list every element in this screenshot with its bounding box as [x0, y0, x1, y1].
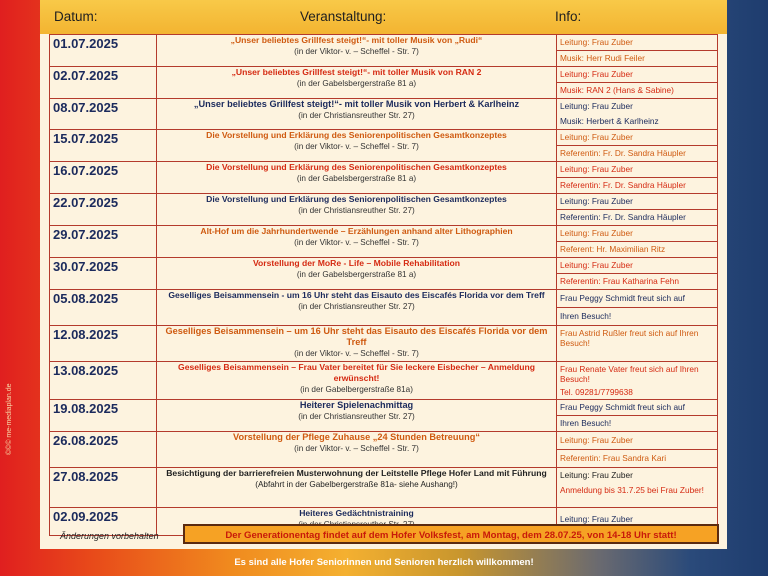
event-cell [157, 99, 557, 130]
event-cell [157, 290, 557, 326]
event-location: (Abfahrt in der Gabelbergerstraße 81a- siehe Aushang!) [255, 480, 458, 489]
info-line: Referent: Hr. Maximilian Ritz [560, 244, 666, 254]
info-cell [557, 326, 718, 362]
event-date: 01.07.2025 [50, 35, 157, 67]
event-cell [157, 194, 557, 226]
info-line: Ihren Besuch! [560, 418, 612, 428]
event-title: Die Vorstellung und Erklärung des Seniorenpolitischen Gesamtkonzeptes [206, 194, 507, 204]
event-title: Geselliges Beisammensein - um 16 Uhr steht das Eisauto des Eiscafés Florida vor dem Treff [168, 290, 545, 300]
info-line: Frau Peggy Schmidt freut sich auf [557, 400, 717, 416]
event-cell [157, 468, 557, 508]
info-cell [557, 468, 718, 508]
event-date: 12.08.2025 [50, 326, 157, 362]
info-cell [557, 99, 718, 130]
event-date: 08.07.2025 [50, 99, 157, 130]
event-cell [157, 162, 557, 194]
event-cell [157, 258, 557, 290]
info-line: Referentin: Fr. Dr. Sandra Häupler [560, 212, 686, 222]
info-line: Referentin: Frau Sandra Kari [560, 453, 667, 463]
event-location: (in der Christiansreuther Str. 27) [298, 111, 415, 120]
event-date: 26.08.2025 [50, 432, 157, 468]
event-cell [157, 35, 557, 67]
event-title: Vorstellung der Pflege Zuhause „24 Stunden Betreuung“ [233, 432, 480, 442]
table-row [50, 162, 718, 194]
info-line: Leitung: Frau Zuber [557, 67, 717, 83]
event-date: 05.08.2025 [50, 290, 157, 326]
event-title: Heiteres Gedächtnistraining [299, 508, 414, 518]
table-row [50, 35, 718, 67]
event-date: 30.07.2025 [50, 258, 157, 290]
header-event: Veranstaltung: [300, 9, 387, 24]
table-row [50, 468, 718, 508]
event-date: 02.07.2025 [50, 67, 157, 99]
event-title: Besichtigung der barrierefreien Musterwohnung der Leitstelle Pflege Hofer Land mit Führung [166, 468, 547, 478]
event-date: 16.07.2025 [50, 162, 157, 194]
info-line: Frau Astrid Rußler freut sich auf Ihren Besuch! [560, 328, 699, 348]
info-line: Musik: RAN 2 (Hans & Sabine) [560, 85, 674, 95]
table-row [50, 362, 718, 400]
info-cell [557, 258, 718, 290]
event-location: (in der Viktor- v. – Scheffel - Str. 7) [294, 142, 419, 151]
info-cell [557, 400, 718, 432]
event-title: Vorstellung der MoRe - Life – Mobile Rehabilitation [252, 258, 461, 268]
info-line: Tel. 09281/7799638 [560, 387, 633, 397]
info-cell [557, 194, 718, 226]
info-cell [557, 290, 718, 326]
event-location: (in der Viktor- v. – Scheffel - Str. 7) [294, 238, 419, 247]
event-cell [157, 400, 557, 432]
event-location: (in der Christiansreuther Str. 27) [298, 206, 415, 215]
table-row [50, 432, 718, 468]
event-date: 29.07.2025 [50, 226, 157, 258]
event-date: 19.08.2025 [50, 400, 157, 432]
event-location: (in der Christiansreuther Str. 27) [298, 302, 415, 311]
table-row [50, 326, 718, 362]
info-cell [557, 130, 718, 162]
event-date: 13.08.2025 [50, 362, 157, 400]
event-title: Geselliges Beisammensein – Frau Vater bereitet für Sie leckere Eisbecher – Anmeldung erwünscht! [178, 362, 535, 383]
table-row [50, 290, 718, 326]
event-cell [157, 130, 557, 162]
event-cell [157, 362, 557, 400]
info-line: Musik: Herbert & Karlheinz [560, 116, 659, 126]
event-title: Heiterer Spielenachmittag [299, 400, 414, 410]
event-location: (in der Viktor- v. – Scheffel - Str. 7) [294, 349, 419, 358]
table-header [40, 0, 727, 34]
event-date: 15.07.2025 [50, 130, 157, 162]
info-line: Leitung: Frau Zuber [560, 514, 633, 524]
footer-welcome: Es sind alle Hofer Seniorinnen und Senioren herzlich willkommen! [234, 557, 534, 568]
header-date: Datum: [54, 9, 98, 24]
table-row [50, 226, 718, 258]
info-line: Musik: Herr Rudi Feiler [560, 53, 645, 63]
changes-note: Änderungen vorbehalten [60, 531, 159, 541]
info-line: Leitung: Frau Zuber [557, 35, 717, 51]
event-location: (in der Christiansreuther Str. 27) [298, 412, 415, 421]
info-line: Leitung: Frau Zuber [560, 470, 633, 480]
info-line: Frau Renate Vater freut sich auf Ihren Besuch! [560, 364, 699, 384]
event-location: (in der Viktor- v. – Scheffel - Str. 7) [294, 444, 419, 453]
header-info: Info: [555, 9, 582, 24]
info-cell [557, 162, 718, 194]
schedule-table [49, 34, 718, 536]
event-title: Alt-Hof um die Jahrhundertwende – Erzählungen anhand alter Lithographien [200, 226, 513, 236]
info-cell [557, 226, 718, 258]
info-line: Ihren Besuch! [560, 311, 612, 321]
info-line: Referentin: Frau Katharina Fehn [560, 276, 679, 286]
info-line: Leitung: Frau Zuber [557, 194, 717, 210]
info-line: Leitung: Frau Zuber [557, 130, 717, 146]
table-row [50, 258, 718, 290]
info-cell [557, 432, 718, 468]
event-location: (in der Gabelbergerstraße 81a) [300, 385, 413, 394]
info-line: Referentin: Fr. Dr. Sandra Häupler [560, 148, 686, 158]
info-line: Leitung: Frau Zuber [557, 162, 717, 178]
event-title: Geselliges Beisammensein – um 16 Uhr steht das Eisauto des Eiscafés Florida vor dem Treff [165, 326, 548, 347]
event-title: Die Vorstellung und Erklärung des Seniorenpolitischen Gesamtkonzeptes [206, 130, 507, 140]
info-line: Referentin: Fr. Dr. Sandra Häupler [560, 180, 686, 190]
event-location: (in der Gabelsbergerstraße 81 a) [296, 174, 417, 183]
table-row [50, 130, 718, 162]
event-title: „Unser beliebtes Grillfest steigt!“- mit toller Musik von Herbert & Karlheinz [193, 99, 520, 109]
generationentag-notice: Der Generationentag findet auf dem Hofer Volksfest, am Montag, dem 28.07.25, von 14-18 Uhr statt! [183, 524, 719, 544]
info-cell [557, 362, 718, 400]
event-cell [157, 226, 557, 258]
info-line: Leitung: Frau Zuber [557, 432, 717, 450]
event-date: 27.08.2025 [50, 468, 157, 508]
side-credit: ©©© me-mediaplan.de [6, 383, 13, 455]
event-title: „Unser beliebtes Grillfest steigt!“- mit toller Musik von RAN 2 [231, 67, 482, 77]
event-date: 02.09.2025 [50, 508, 157, 536]
event-date: 22.07.2025 [50, 194, 157, 226]
info-cell [557, 35, 718, 67]
info-line: Leitung: Frau Zuber [557, 258, 717, 274]
info-cell [557, 67, 718, 99]
info-line: Leitung: Frau Zuber [560, 101, 633, 111]
event-location: (in der Gabelsbergerstraße 81 a) [296, 79, 417, 88]
info-line: Anmeldung bis 31.7.25 bei Frau Zuber! [560, 485, 704, 495]
event-location: (in der Viktor- v. – Scheffel - Str. 7) [294, 47, 419, 56]
info-line: Frau Peggy Schmidt freut sich auf [557, 290, 717, 308]
event-cell [157, 326, 557, 362]
info-line: Leitung: Frau Zuber [557, 226, 717, 242]
event-cell [157, 67, 557, 99]
event-title: Die Vorstellung und Erklärung des Seniorenpolitischen Gesamtkonzeptes [206, 162, 507, 172]
event-cell [157, 432, 557, 468]
table-row [50, 194, 718, 226]
table-row [50, 99, 718, 130]
table-row [50, 400, 718, 432]
event-title: „Unser beliebtes Grillfest steigt!“- mit toller Musik von „Rudi“ [230, 35, 483, 45]
event-location: (in der Gabelsbergerstraße 81 a) [296, 270, 417, 279]
table-row [50, 67, 718, 99]
